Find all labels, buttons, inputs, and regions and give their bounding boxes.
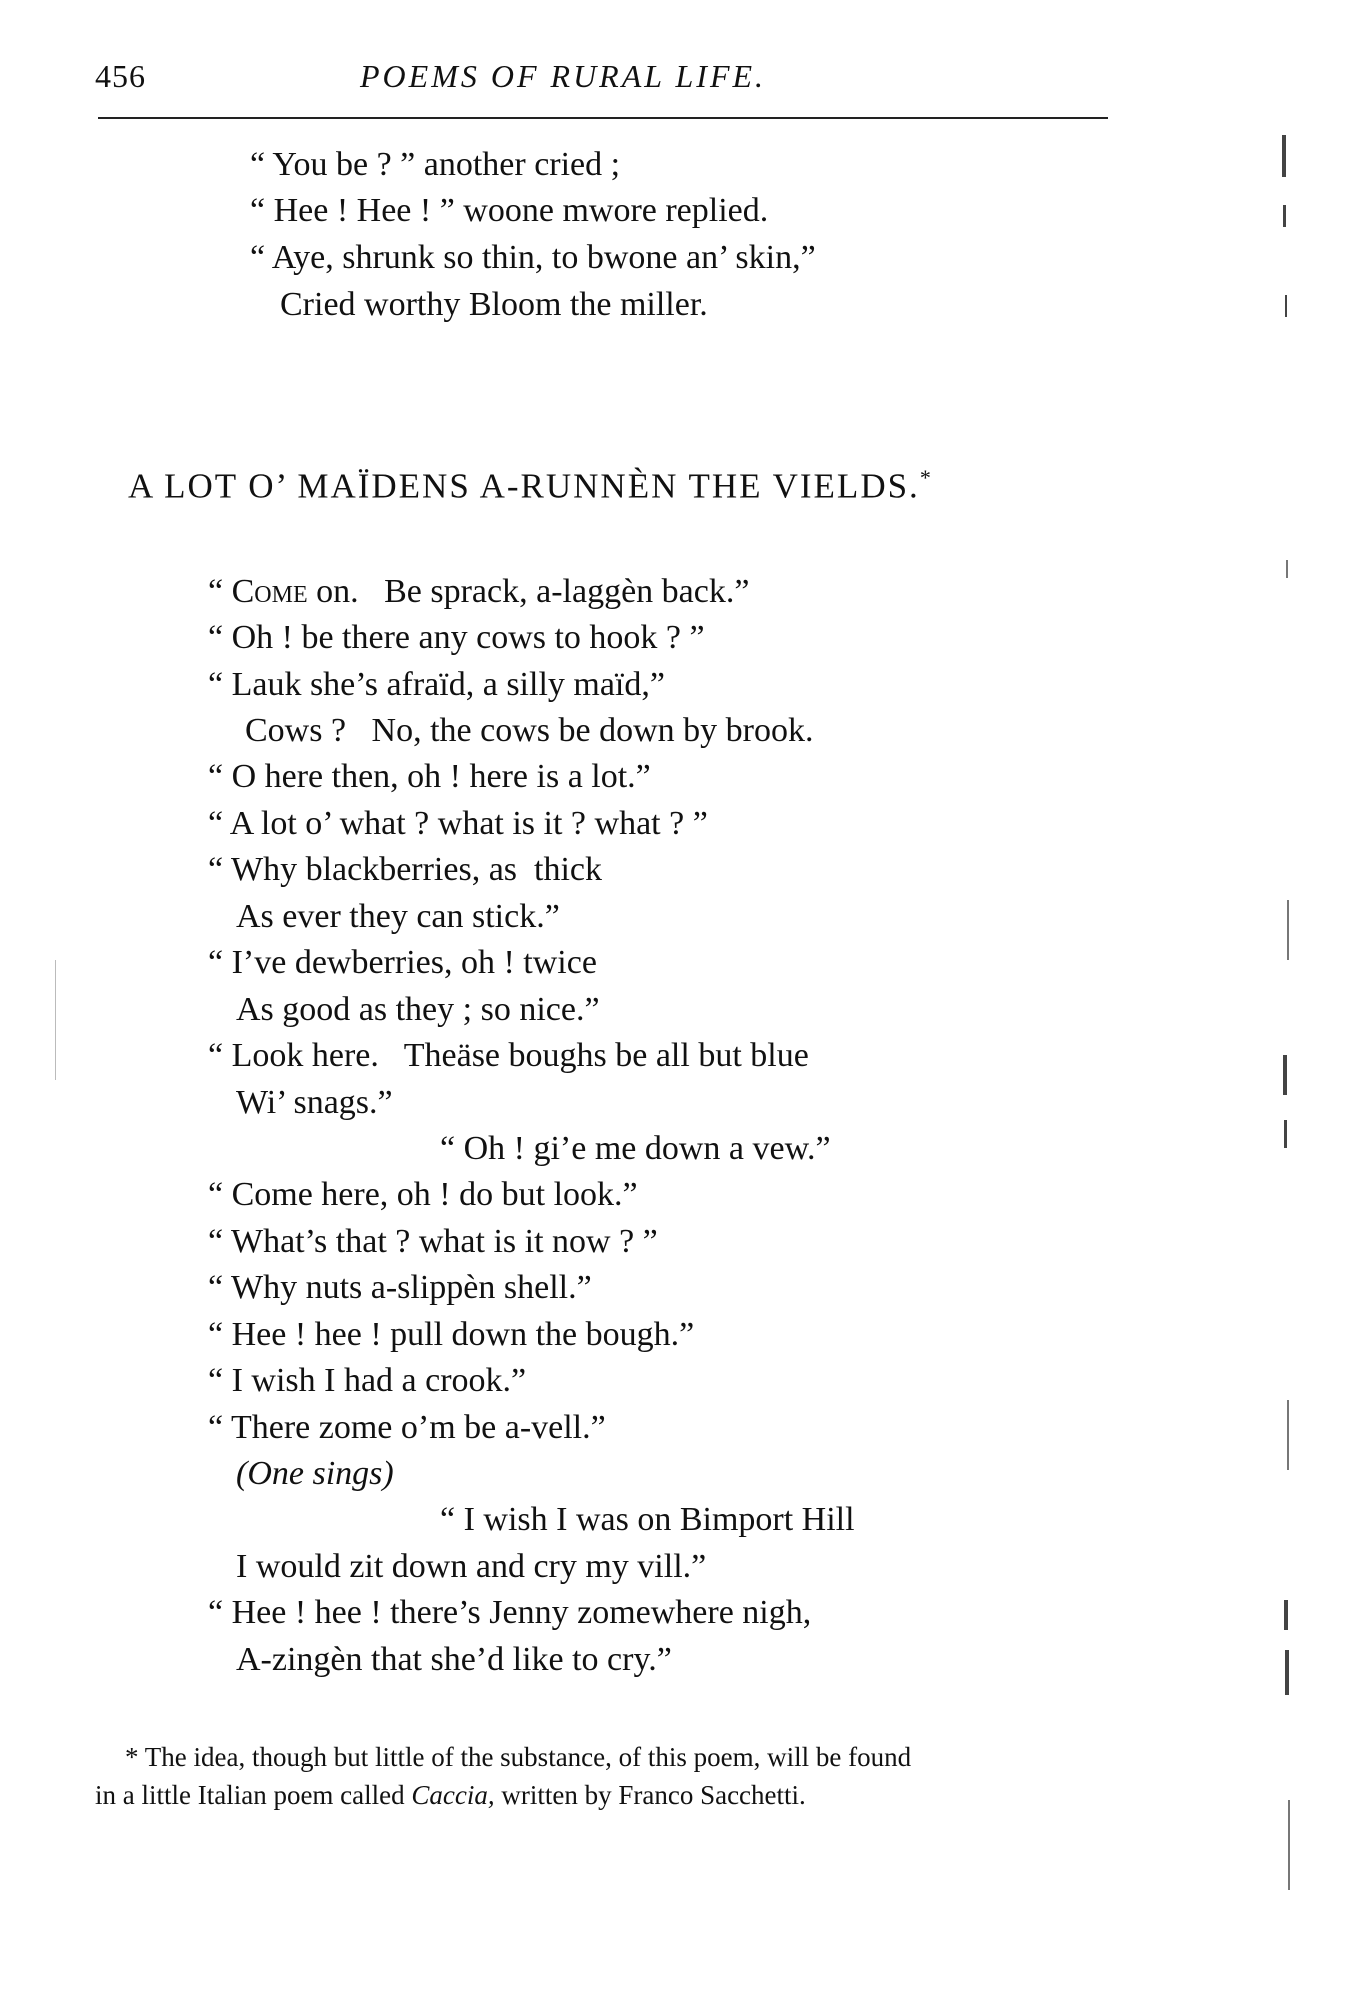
first-line-open-quote: “ [208,573,232,610]
poem-line: “ Why nuts a-slippèn shell.” [208,1269,592,1306]
scan-edge-mark [1286,560,1288,578]
footnote-text: in a little Italian poem called [95,1780,412,1810]
continuation-line: “ Hee ! Hee ! ” woone mwore replied. [250,192,769,229]
poem-line: “ Why blackberries, as thick [208,851,603,888]
poem-line: I would zit down and cry my vill.” [236,1548,707,1585]
scan-edge-mark [1284,1600,1288,1630]
poem-line [208,572,749,612]
continuation-line: Cried worthy Bloom the miller. [280,286,708,323]
scan-edge-mark [1287,1400,1289,1470]
first-line-rest: on. Be sprack, a-laggèn back.” [307,573,750,610]
footnote-text: written by Franco Sacchetti. [494,1780,806,1810]
scan-edge-mark [1287,900,1289,960]
header-rule [98,117,1108,119]
scan-edge-mark [1285,1650,1289,1695]
scan-edge-mark [1284,1120,1287,1148]
poem-line: “ There zome o’m be a-vell.” [208,1409,606,1446]
continuation-line: “ You be ? ” another cried ; [250,146,621,183]
poem-line: “ Oh ! gi’e me down a vew.” [440,1130,831,1167]
poem-title [128,465,931,507]
footnote-line: * The idea, though but little of the substance, of this poem, will be found [125,1742,912,1772]
first-word: Come [231,573,308,610]
footnote-mark: * [919,465,931,490]
poem-line: “ I wish I was on Bimport Hill [440,1501,855,1538]
poem-line: “ Come here, oh ! do but look.” [208,1176,638,1213]
poem-line: As ever they can stick.” [236,898,560,935]
footnote-line [95,1778,806,1812]
scan-edge-mark [1283,205,1286,227]
poem-line: “ Lauk she’s afraïd, a silly maïd,” [208,666,665,703]
scan-edge-mark [55,960,56,1080]
footnote-italic-title: Caccia, [411,1780,495,1810]
scan-edge-mark [1282,135,1286,177]
poem-line: “ I wish I had a crook.” [208,1362,527,1399]
poem-line: “ I’ve dewberries, oh ! twice [208,944,597,981]
scan-edge-mark [1283,1055,1287,1095]
poem-line: “ Hee ! hee ! pull down the bough.” [208,1316,695,1353]
poem-line: “ O here then, oh ! here is a lot.” [208,758,651,795]
poem-line: Cows ? No, the cows be down by brook. [245,712,814,749]
poem-line: Wi’ snags.” [236,1084,393,1121]
stage-direction: (One sings) [236,1455,394,1492]
poem-title-text: A LOT O’ MAÏDENS A-RUNNÈN THE VIELDS. [128,466,920,506]
continuation-line: “ Aye, shrunk so thin, to bwone an’ skin,” [250,239,816,276]
poem-line: As good as they ; so nice.” [236,991,600,1028]
poem-line: “ Hee ! hee ! there’s Jenny zomewhere nigh, [208,1594,812,1631]
poem-line: “ What’s that ? what is it now ? ” [208,1223,658,1260]
poem-line: “ Oh ! be there any cows to hook ? ” [208,619,705,656]
poem-line: “ Look here. Theäse boughs be all but blue [208,1037,809,1074]
running-head: POEMS OF RURAL LIFE. [360,58,767,94]
poem-line: “ A lot o’ what ? what is it ? what ? ” [208,805,708,842]
poem-line: A-zingèn that she’d like to cry.” [236,1641,672,1678]
scan-edge-mark [1288,1800,1290,1890]
page-number: 456 [95,58,146,94]
scan-edge-mark [1285,295,1287,317]
